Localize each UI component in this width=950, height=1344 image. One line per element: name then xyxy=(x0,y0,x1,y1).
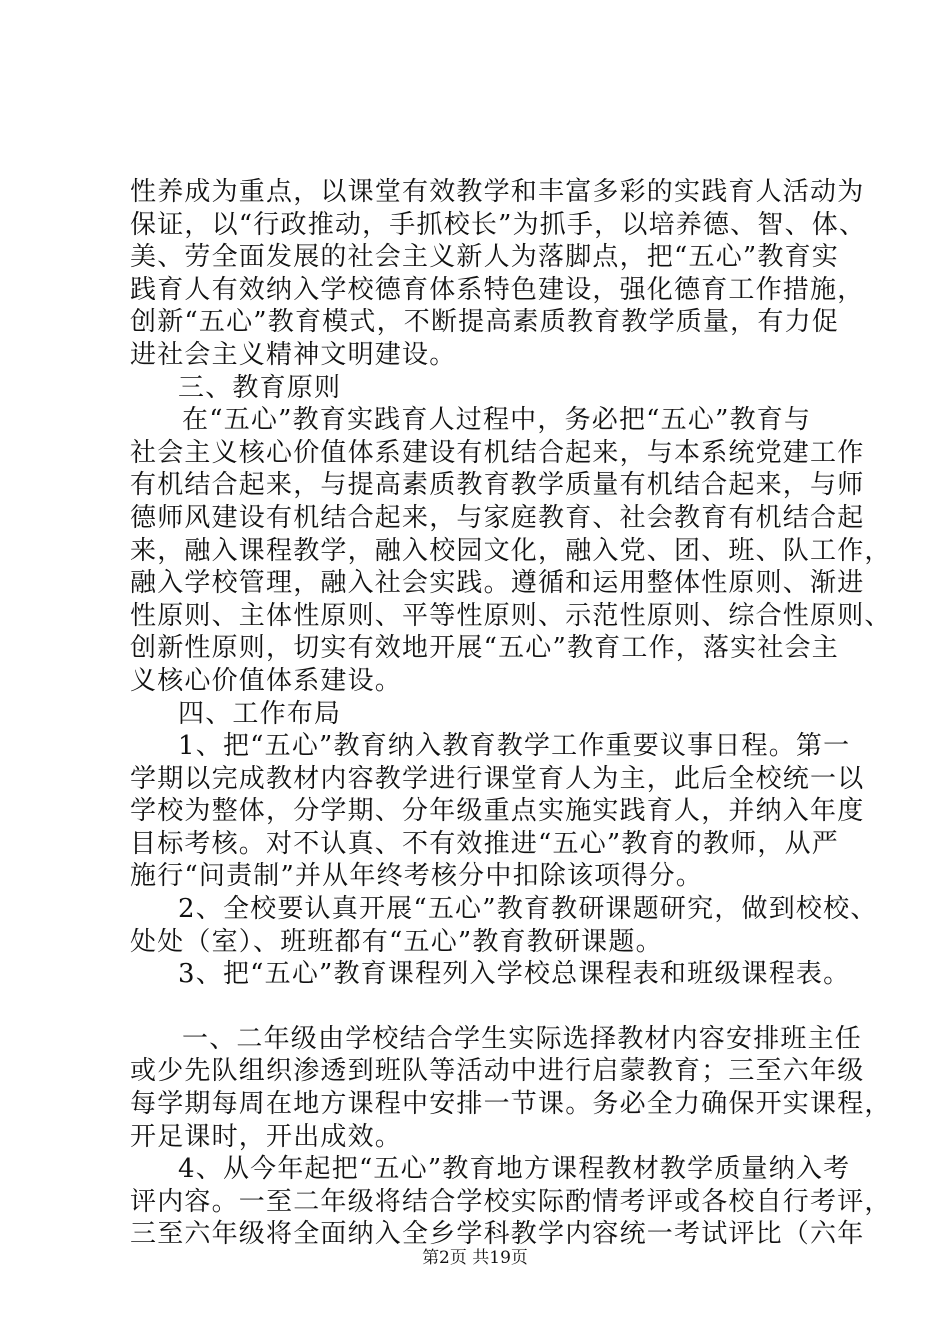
paragraph-item-1 xyxy=(130,730,865,893)
paragraph-principles xyxy=(130,404,892,697)
paragraph-item-4 xyxy=(130,1153,892,1251)
text-line: 践育人有效纳入学校德育体系特色建设，强化德育工作措施， xyxy=(130,274,865,305)
text-line: 学期以完成教材内容教学进行课堂育人为主，此后全校统一以 xyxy=(130,763,865,794)
text-line: 融入学校管理，融入社会实践。遵循和运用整体性原则、渐进 xyxy=(130,568,865,599)
text-line: 施行“问责制”并从年终考核分中扣除该项得分。 xyxy=(130,861,703,892)
text-line: 性养成为重点，以课堂有效教学和丰富多彩的实践育人活动为 xyxy=(130,177,865,207)
text-line: 开足课时，开出成效。 xyxy=(130,1121,403,1152)
text-line: 德师风建设有机结合起来，与家庭教育、社会教育有机结合起 xyxy=(130,502,865,533)
page-number-label: 第2页 共19页 xyxy=(422,1248,528,1268)
paragraph-grade-arrangement xyxy=(130,1023,892,1153)
section-heading-principles: 三、教育原则 xyxy=(178,372,342,403)
page-footer xyxy=(0,1243,950,1268)
text-line: 处处（室）、班班都有“五心”教育教研课题。 xyxy=(130,926,663,957)
text-line: 3、把“五心”教育课程列入学校总课程表和班级课程表。 xyxy=(178,959,851,990)
paragraph-gap xyxy=(130,991,830,1023)
text-line: 保证，以“行政推动，手抓校长”为抓手，以培养德、智、体、 xyxy=(130,209,867,240)
paragraph-item-2 xyxy=(130,893,878,958)
text-line: 性原则、主体性原则、平等性原则、示范性原则、综合性原则、 xyxy=(130,600,892,631)
text-line: 有机结合起来，与提高素质教育教学质量有机结合起来，与师 xyxy=(130,470,865,501)
text-line: 目标考核。对不认真、不有效推进“五心”教育的教师，从严 xyxy=(130,828,839,859)
document-body xyxy=(130,176,892,1251)
paragraph-goal-continued xyxy=(130,176,867,372)
text-line: 一、二年级由学校结合学生实际选择教材内容安排班主任 xyxy=(182,1023,863,1054)
section-heading-layout: 四、工作布局 xyxy=(178,698,342,729)
text-line: 1、把“五心”教育纳入教育教学工作重要议事日程。第一 xyxy=(178,731,851,762)
text-line: 创新“五心”教育模式，不断提高素质教育教学质量，有力促 xyxy=(130,307,839,338)
text-line: 在“五心”教育实践育人过程中，务必把“五心”教育与 xyxy=(182,405,812,436)
text-line: 4、从今年起把“五心”教育地方课程教材教学质量纳入考 xyxy=(178,1154,851,1185)
text-line: 三至六年级将全面纳入全乡学科教学内容统一考试评比（六年 xyxy=(130,1219,865,1250)
text-line: 每学期每周在地方课程中安排一节课。务必全力确保开实课程， xyxy=(130,1089,892,1120)
text-line: 社会主义核心价值体系建设有机结合起来，与本系统党建工作 xyxy=(130,437,865,468)
text-line: 或少先队组织渗透到班队等活动中进行启蒙教育；三至六年级 xyxy=(130,1056,865,1087)
text-line: 评内容。一至二年级将结合学校实际酌情考评或各校自行考评， xyxy=(130,1186,892,1217)
text-line: 来，融入课程教学，融入校园文化，融入党、团、班、队工作， xyxy=(130,535,892,566)
text-line: 学校为整体，分学期、分年级重点实施实践育人，并纳入年度 xyxy=(130,796,865,827)
text-line: 进社会主义精神文明建设。 xyxy=(130,339,457,370)
paragraph-item-3 xyxy=(130,958,851,991)
text-line: 义核心价值体系建设。 xyxy=(130,665,403,696)
text-line: 美、劳全面发展的社会主义新人为落脚点，把“五心”教育实 xyxy=(130,242,839,273)
text-line: 创新性原则，切实有效地开展“五心”教育工作，落实社会主 xyxy=(130,633,839,664)
text-line: 2、全校要认真开展“五心”教育教研课题研究，做到校校、 xyxy=(178,894,878,925)
